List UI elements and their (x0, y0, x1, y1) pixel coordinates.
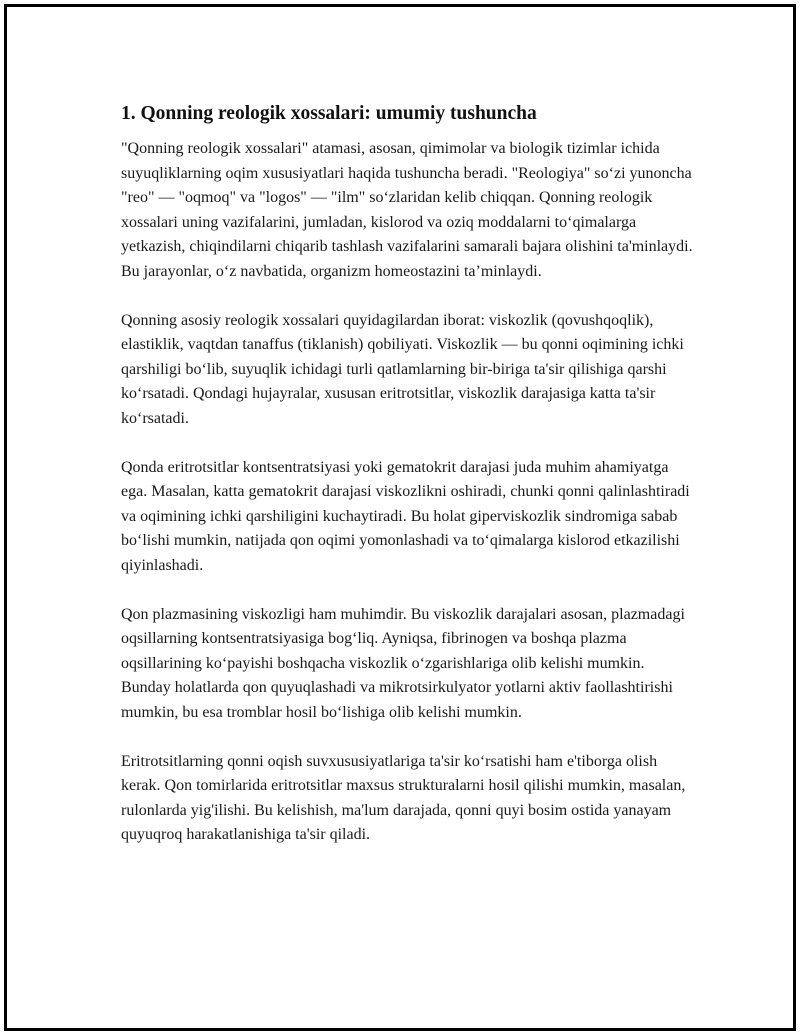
paragraph-intro: "Qonning reologik xossalari" atamasi, asosan, qimimolar va biologik tizimlar ichida suyuqliklarning oqim xususiyatlari haqida tushuncha beradi. "Reologiya" so‘zi yunoncha "reo" — "oqmoq" va "logos" — "ilm" so‘zlaridan kelib chiqqan. Qonning reologik xossalari uning vazifalarini, jumladan, kislorod va oziq moddalarni to‘qimalarga yetkazish, chiqindilarni chiqarib tashlash vazifalarini samarali bajara olishini ta'minlaydi. Bu jarayonlar, o‘z navbatida, organizm homeostazini ta’minlaydi. (121, 140, 693, 280)
page-frame (4, 4, 796, 1031)
paragraph-properties: Qonning asosiy reologik xossalari quyidagilardan iborat: viskozlik (qovushqoqlik), elastiklik, vaqtdan tanaffus (tiklanish) qobiliyati. Viskozlik — bu qonni oqimining ichki qarshiligi bo‘lib, suyuqlik ichidagi turli qatlamlarning bir-biriga ta'sir qilishiga qarshi ko‘rsatadi. Qondagi hujayralar, xususan eritrotsitlar, viskozlik darajasiga katta ta'sir ko‘rsatadi. (121, 311, 684, 427)
paragraph-plasma: Qon plazmasining viskozligi ham muhimdir. Bu viskozlik darajalari asosan, plazmadagi oqsillarning kontsentratsiyasiga bog‘liq. Ayniqsa, fibrinogen va boshqa plazma oqsillarining ko‘payishi boshqacha viskozlik o‘zgarishlariga olib kelishi mumkin. Bunday holatlarda qon quyuqlashadi va mikrotsirkulyator yotlarni aktiv faollashtirishi mumkin, bu esa tromblar hosil bo‘lishiga olib kelishi mumkin. (121, 605, 685, 721)
section-heading: 1. Qonning reologik xossalari: umumiy tushuncha (121, 103, 537, 124)
paragraph-hematocrit: Qonda eritrotsitlar kontsentratsiyasi yoki gematokrit darajasi juda muhim ahamiyatga ega. Masalan, katta gematokrit darajasi viskozlikni oshiradi, chunki qonni qalinlashtiradi va oqimining ichki qarshiligini kuchaytiradi. Bu holat giperviskozlik sindromiga sabab bo‘lishi mumkin, natijada qon oqimi yomonlashadi va to‘qimalarga kislorod etkazilishi qiyinlashadi. (121, 458, 690, 574)
document-body (121, 101, 697, 872)
paragraph-erythrocytes: Eritrotsitlarning qonni oqish suvxususiyatlariga ta'sir ko‘rsatishi ham e'tiborga olish kerak. Qon tomirlarida eritrotsitlar maxsus strukturalarni hosil qilishi mumkin, masalan, rulonlarda yig'ilishi. Bu kelishish, ma'lum darajada, qonni quyi bosim ostida yanayam quyuqroq harakatlanishiga ta'sir qiladi. (121, 752, 686, 843)
